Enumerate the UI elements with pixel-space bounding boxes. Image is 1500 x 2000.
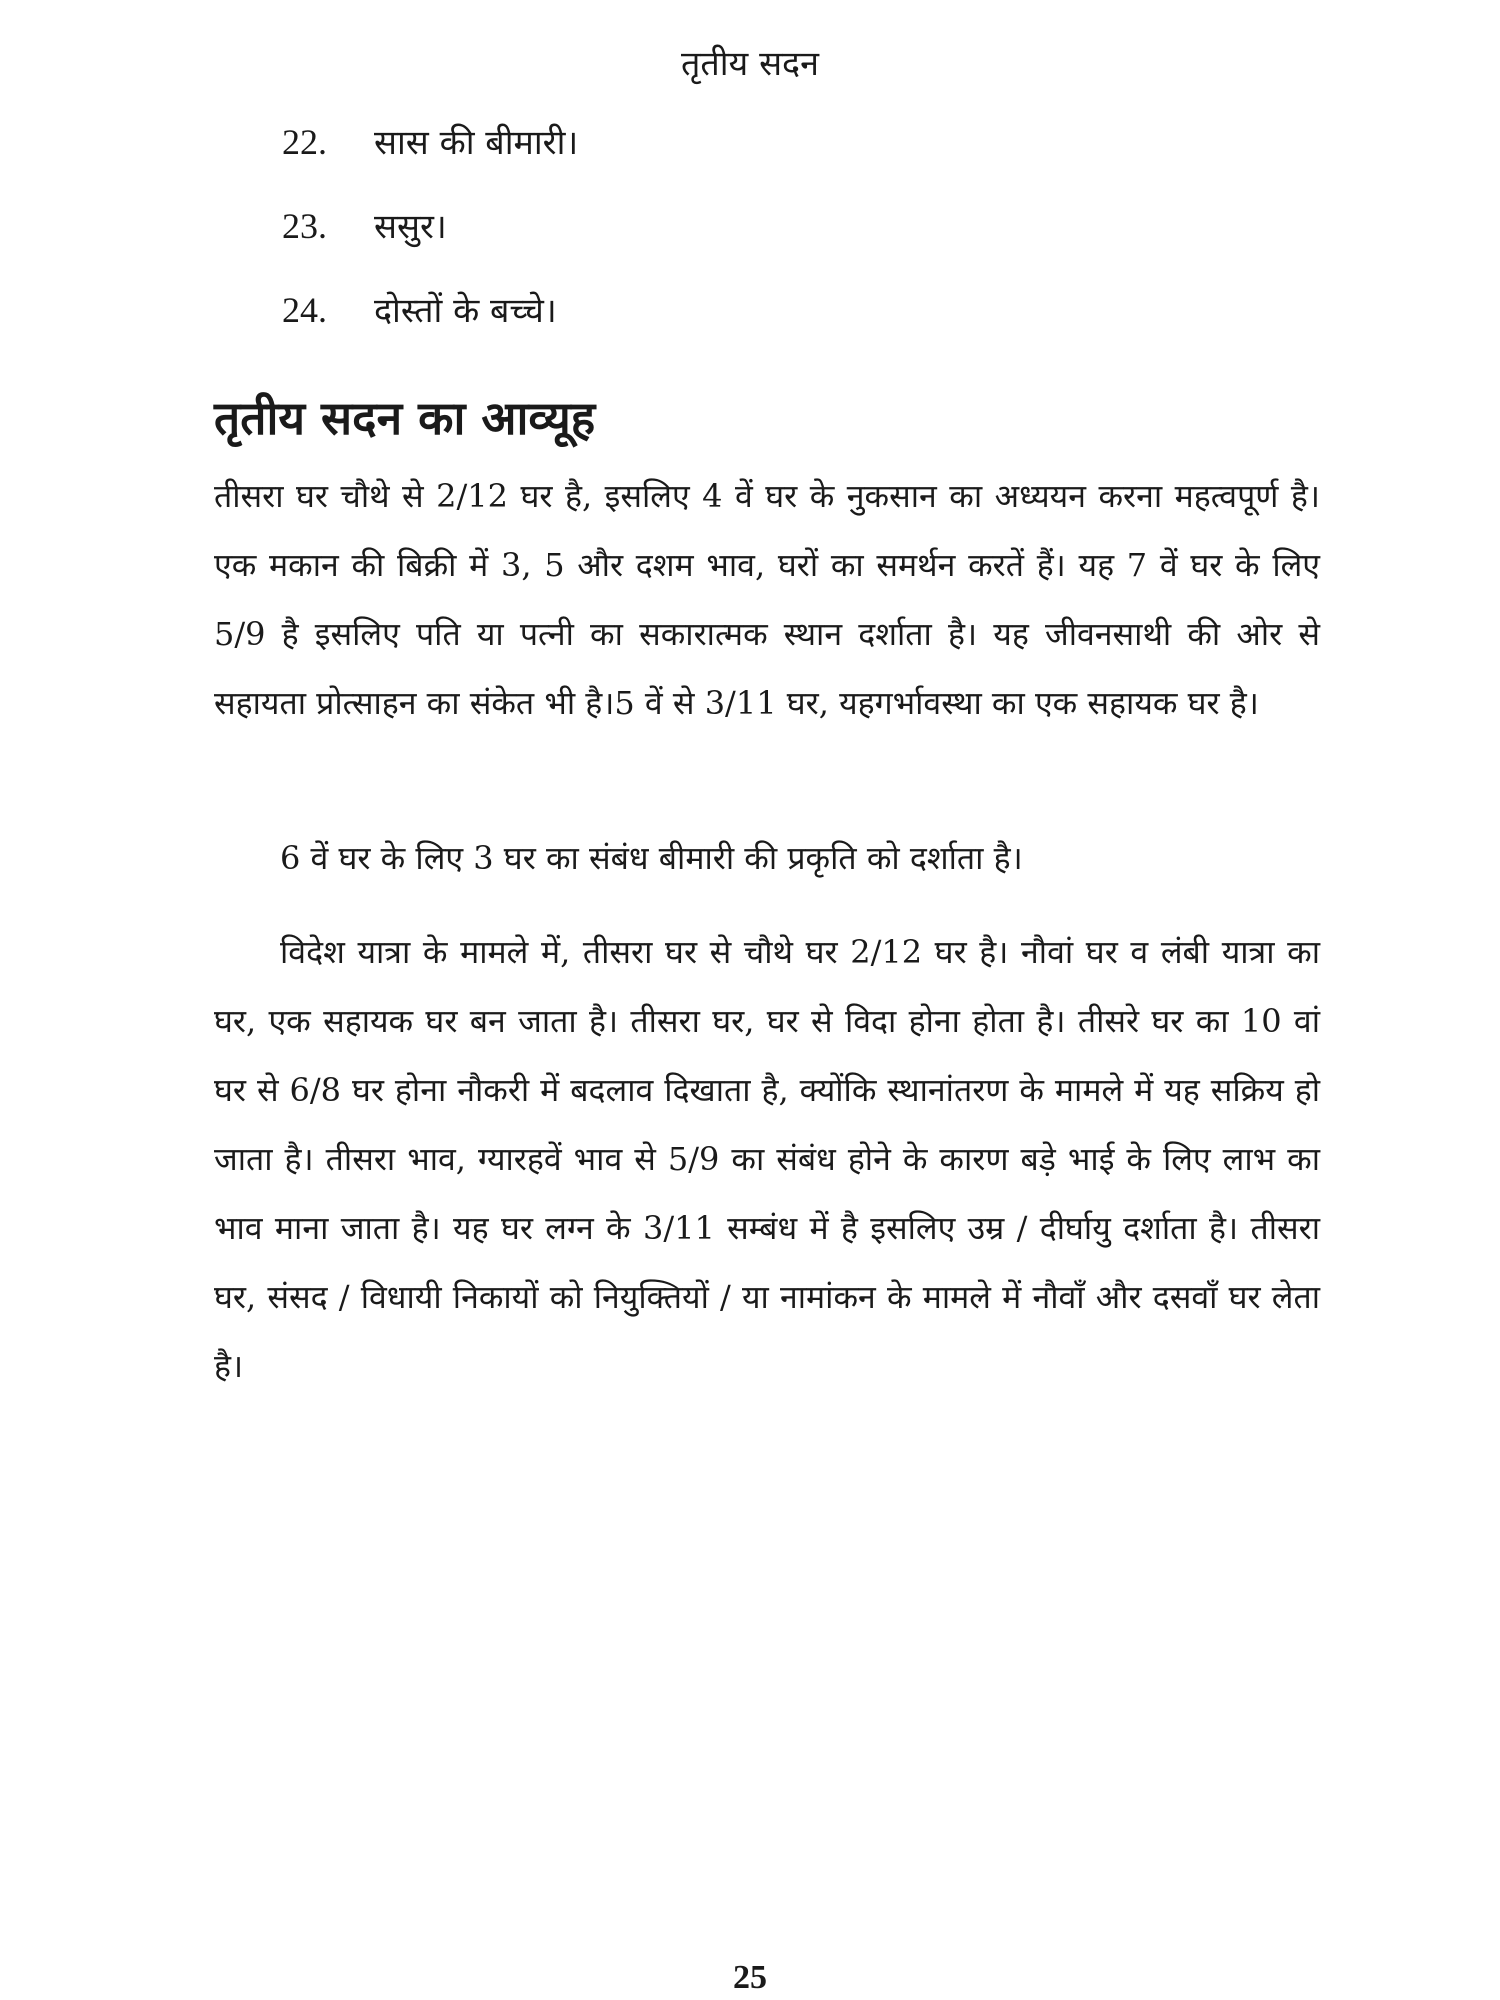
list-item-text: सास की बीमारी। bbox=[374, 123, 579, 163]
list-item-number: 24. bbox=[282, 290, 327, 330]
page-number: 25 bbox=[733, 1959, 767, 1996]
section-heading: तृतीय सदन का आव्यूह bbox=[214, 391, 596, 445]
body-paragraph: विदेश यात्रा के मामले में, तीसरा घर से चौथे घर 2/12 घर है। नौवां घर व लंबी यात्रा का घर, एक सहायक घर बन जाता है। तीसरा घर, घर से विदा होना होता है। तीसरे घर का 10 वां घर से 6/8 घर होना नौकरी में बदलाव दिखाता है, क्योंकि स्थानांतरण के मामले में यह सक्रिय हो जाता है। तीसरा भाव, ग्यारहवें भाव से 5/9 का संबंध होने के कारण बड़े भाई के लिए लाभ का भाव माना जाता है। यह घर लग्न के 3/11 सम्बंध में है इसलिए उम्र / दीर्घायु दर्शाता है। तीसरा घर, संसद / विधायी निकायों को नियुक्तियों / या नामांकन के मामले में नौवाँ और दसवाँ घर लेता है। bbox=[214, 933, 1320, 1385]
list-item bbox=[282, 118, 578, 202]
list-item-text: ससुर। bbox=[374, 207, 447, 247]
list-item-text: दोस्तों के बच्चे। bbox=[374, 291, 557, 331]
running-header: तृतीय सदन bbox=[680, 44, 819, 84]
body-paragraph: 6 वें घर के लिए 3 घर का संबंध बीमारी की प्रकृति को दर्शाता है। bbox=[280, 839, 1023, 877]
list-item bbox=[282, 202, 578, 286]
list-item-number: 22. bbox=[282, 122, 327, 162]
list-item-number: 23. bbox=[282, 206, 327, 246]
body-paragraph: तीसरा घर चौथे से 2/12 घर है, इसलिए 4 वें घर के नुकसान का अध्ययन करना महत्वपूर्ण है। एक मकान की बिक्री में 3, 5 और दशम भाव, घरों का समर्थन करतें हैं। यह 7 वें घर के लिए 5/9 है इसलिए पति या पत्नी का सकारात्मक स्थान दर्शाता है। यह जीवनसाथी की ओर से सहायता प्रोत्साहन का संकेत भी है।5 वें से 3/11 घर, यहगर्भावस्था का एक सहायक घर है। bbox=[214, 477, 1320, 722]
list-item bbox=[282, 286, 578, 370]
numbered-list bbox=[282, 118, 578, 370]
